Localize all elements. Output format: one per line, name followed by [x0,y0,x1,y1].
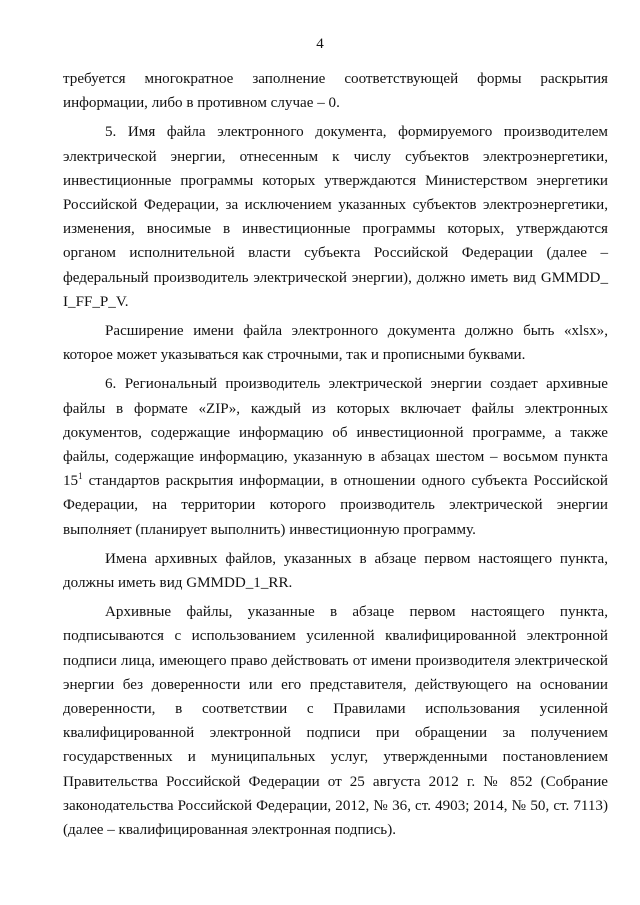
footnote-superscript: 1 [78,471,83,482]
paragraph-archive-names: Имена архивных файлов, указанных в абзаце первом настоящего пункта, должны иметь вид GMMDD_1_RR. [63,550,608,592]
page-number: 4 [316,36,324,52]
paragraph-6-text-end: стандартов раскрытия информации, в отношении одного субъекта Российской Федерации, на территории которого производитель электрической энергии выполняет (планирует выполнить) инвестиционную программу. [63,473,608,538]
body-text [63,67,608,842]
paragraph-6 [63,372,608,541]
paragraph-archive-signature: Архивные файлы, указанные в абзаце первом настоящего пункта, подписываются с использованием усиленной квалифицированной электронной подписи лица, имеющего право действовать от имени производителя электрической энергии без доверенности или его представителя, действующего на основании доверенности, в соответствии с Правилами использования усиленной квалифицированной электронной подписи при обращении за получением государственных и муниципальных услуг, утвержденными постановлением Правительства Российской Федерации от 25 августа 2012 г. № 852 (Собрание законодательства Российской Федерации, 2012, № 36, ст. 4903; 2014, № 50, ст. 7113) (далее – квалифицированная электронная подпись). [63,604,608,839]
paragraph-6-text: 6. Региональный производитель электрической энергии создает архивные файлы в формате «ZIP», каждый из которых включает файлы электронных документов, содержащие информацию об инвестиционной программе, а также файлы, содержащие информацию, указанную в абзацах шестом – восьмом пункта 15 [63,376,608,490]
paragraph-extension: Расширение имени файла электронного документа должно быть «xlsx», которое может указываться как строчными, так и прописными буквами. [63,323,608,364]
paragraph-5: 5. Имя файла электронного документа, формируемого производителем электрической энергии, отнесенным к числу субъектов электроэнергетики, инвестиционные программы которых утверждаются Министерством энергетики Российской Федерации, за исключением указанных субъектов электроэнергетики, изменения, вносимые в инвестиционные программы которых, утверждаются органом исполнительной власти субъекта Российской Федерации (далее – федеральный производитель электрической энергии), должно иметь вид GMMDD_ I_FF_P_V. [63,124,608,310]
paragraph-continuation: требуется многократное заполнение соответствующей формы раскрытия информации, либо в противном случае – 0. [63,71,608,112]
